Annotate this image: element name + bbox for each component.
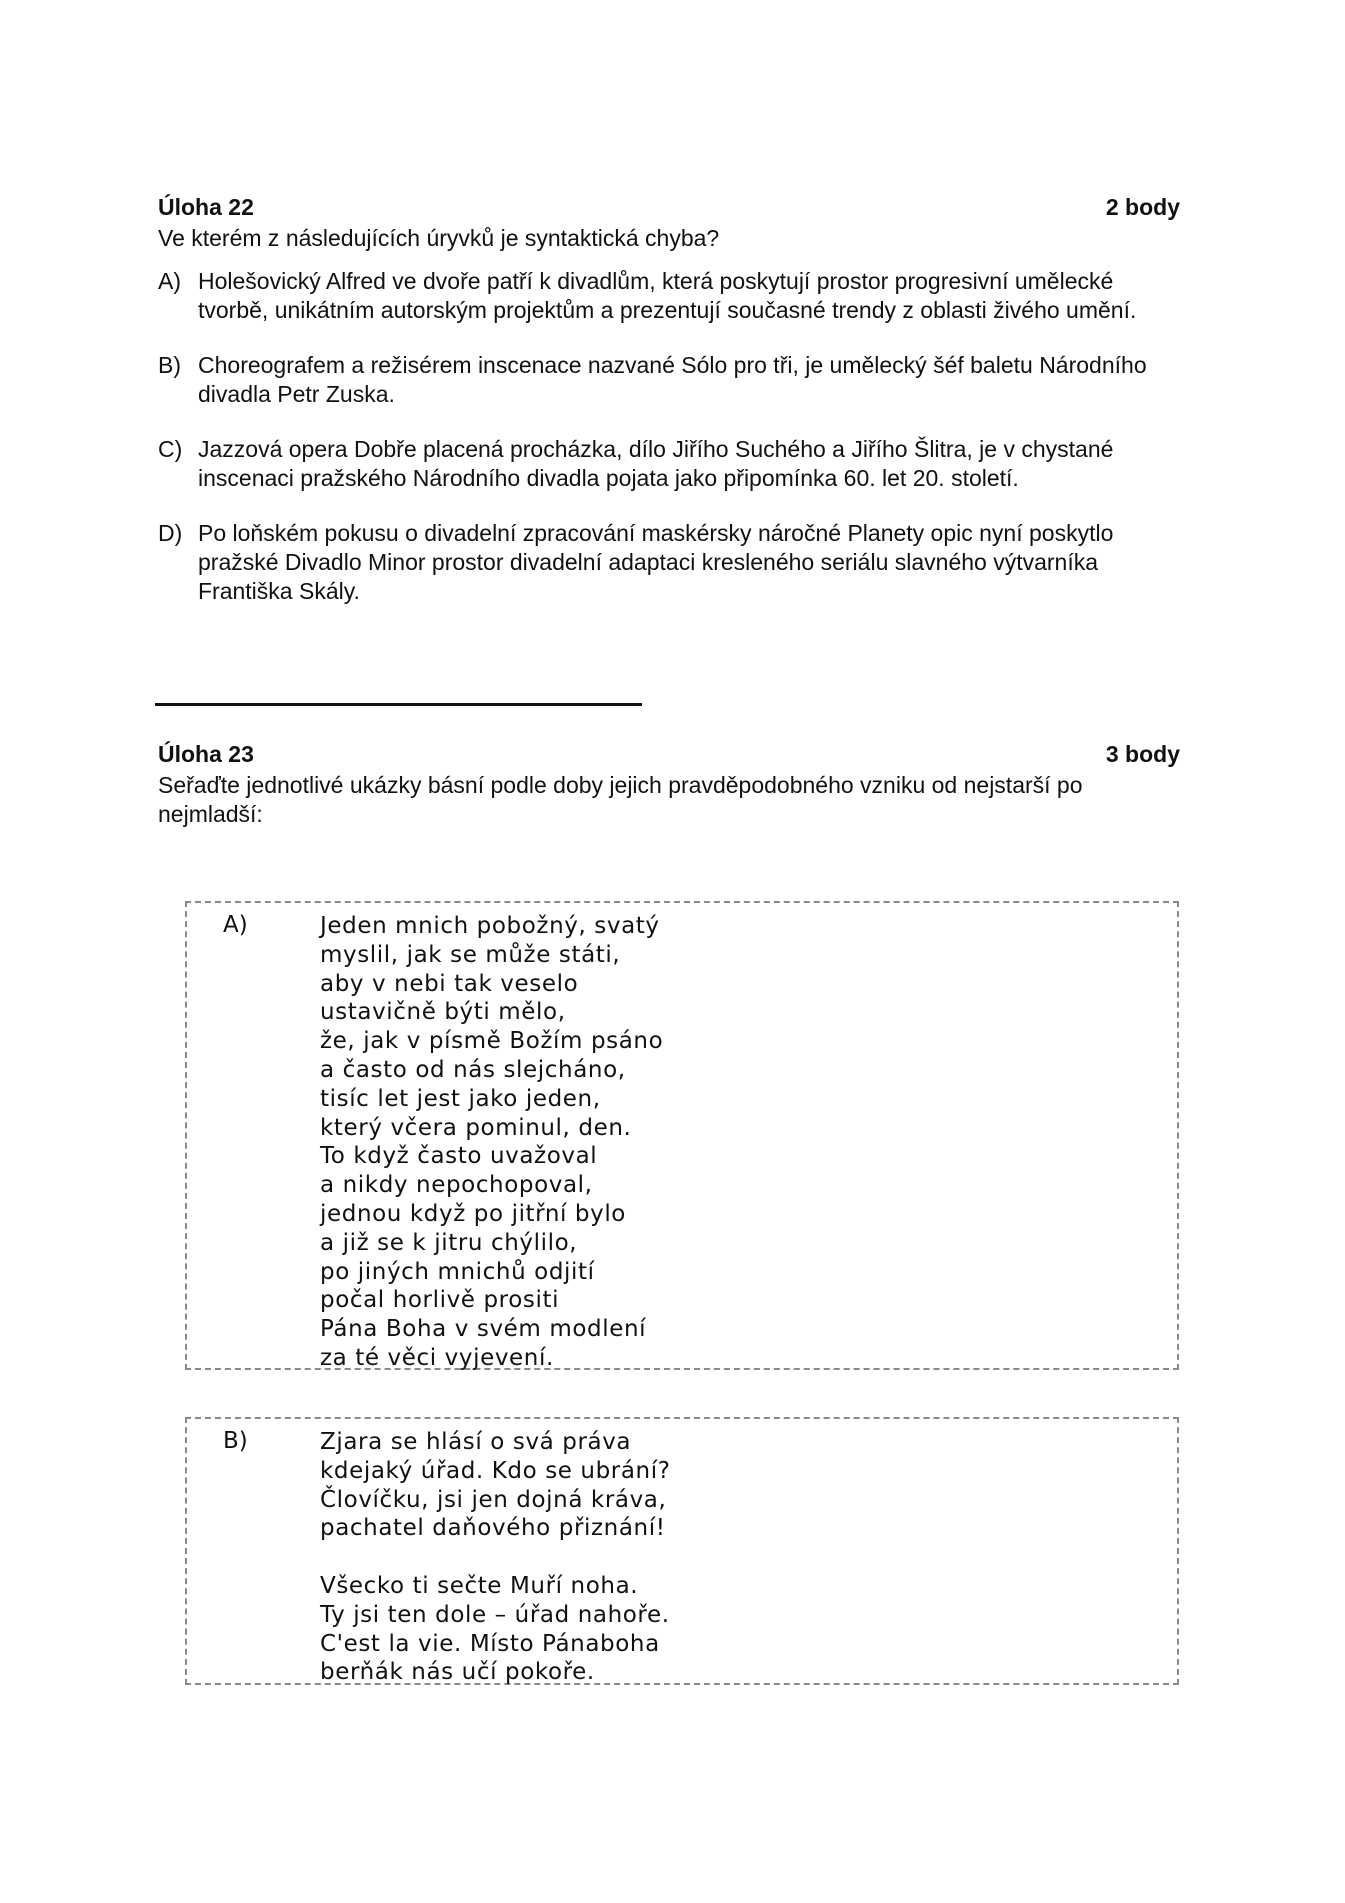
option-letter: A) bbox=[158, 268, 181, 294]
poem-line: tisíc let jest jako jeden, bbox=[320, 1085, 601, 1112]
poem-line: Zjara se hlásí o svá práva bbox=[320, 1429, 632, 1455]
poem-line: po jiných mnichů odjití bbox=[320, 1258, 595, 1285]
poem-line: berňák nás učí pokoře. bbox=[320, 1659, 595, 1686]
option-text: Jazzová opera Dobře placená procházka, dílo Jiřího Suchého a Jiřího Šlitra, je v chystané inscenaci pražského Národního divadla pojata jako připomínka 60. let 20. století. bbox=[198, 436, 1114, 491]
option-d bbox=[158, 519, 1180, 606]
poem-line: Jeden mnich pobožný, svatý bbox=[320, 913, 660, 939]
option-text: Holešovický Alfred ve dvoře patří k divadlům, která poskytují prostor progresivní umělecké tvorbě, unikátním autorským projektům a prezentují současné trendy z oblasti živého umění. bbox=[198, 268, 1137, 323]
option-text: Choreografem a režisérem inscenace nazvané Sólo pro tři, je umělecký šéf baletu Národního divadla Petr Zuska. bbox=[198, 352, 1147, 407]
task-22 bbox=[158, 193, 1180, 632]
poem-line: a nikdy nepochopoval, bbox=[320, 1172, 593, 1199]
poem-line bbox=[320, 1543, 671, 1572]
poem-line: počal horlivě prositi bbox=[320, 1287, 560, 1314]
task-23-points: 3 body bbox=[1105, 741, 1180, 767]
poem-line: pachatel daňového přiznání! bbox=[320, 1515, 666, 1542]
task-23 bbox=[158, 740, 1180, 829]
option-c bbox=[158, 435, 1180, 493]
section-divider bbox=[155, 703, 642, 706]
poem-line: Človíčku, jsi jen dojná kráva, bbox=[320, 1486, 667, 1513]
task-22-question: Ve kterém z následujících úryvků je syntaktická chyba? bbox=[158, 225, 720, 251]
poem-line: který včera pominul, den. bbox=[320, 1114, 632, 1141]
poem-line: a již se k jitru chýlilo, bbox=[320, 1229, 578, 1256]
task-22-options bbox=[158, 267, 1180, 606]
poem-line: Ty jsi ten dole – úřad nahoře. bbox=[320, 1601, 670, 1628]
poem-box-b bbox=[185, 1417, 1179, 1685]
option-letter: D) bbox=[158, 520, 183, 546]
poem-text bbox=[320, 912, 663, 1373]
poem-box-a bbox=[185, 901, 1179, 1370]
task-23-header bbox=[158, 740, 1180, 769]
option-b bbox=[158, 351, 1180, 409]
option-letter: C) bbox=[158, 436, 183, 462]
task-23-title: Úloha 23 bbox=[158, 741, 254, 767]
poem-line: Pána Boha v svém modlení bbox=[320, 1316, 647, 1343]
poem-line: a často od nás slejcháno, bbox=[320, 1056, 626, 1083]
option-text: Po loňském pokusu o divadelní zpracování maskérsky náročné Planety opic nyní poskytlo pražské Divadlo Minor prostor divadelní adaptaci kresleného seriálu slavného výtvarníka Františka Skály. bbox=[198, 520, 1114, 604]
poem-line: To když často uvažoval bbox=[320, 1143, 598, 1170]
option-a bbox=[158, 267, 1180, 325]
poem-line: C'est la vie. Místo Pánaboha bbox=[320, 1630, 660, 1657]
task-23-question: Seřaďte jednotlivé ukázky básní podle doby jejich pravděpodobného vzniku od nejstarší po nejmladší: bbox=[158, 772, 1083, 827]
poem-line: kdejaký úřad. Kdo se ubrání? bbox=[320, 1457, 671, 1484]
poem-text bbox=[320, 1428, 671, 1687]
poem-line: za té věci vyjevení. bbox=[320, 1344, 554, 1371]
poem-line: že, jak v písmě Božím psáno bbox=[320, 1028, 664, 1055]
poem-letter: B) bbox=[223, 1428, 248, 1454]
poem-line: aby v nebi tak veselo bbox=[320, 970, 579, 997]
poem-line: ustavičně býti mělo, bbox=[320, 999, 566, 1026]
poem-line: myslil, jak se může státi, bbox=[320, 941, 621, 968]
task-22-title: Úloha 22 bbox=[158, 194, 254, 220]
task-22-header bbox=[158, 193, 1180, 222]
poem-letter: A) bbox=[223, 912, 248, 938]
task-22-points: 2 body bbox=[1105, 194, 1180, 220]
poem-line: Všecko ti sečte Muří noha. bbox=[320, 1572, 639, 1599]
poem-line: jednou když po jitřní bylo bbox=[320, 1200, 626, 1227]
option-letter: B) bbox=[158, 352, 181, 378]
